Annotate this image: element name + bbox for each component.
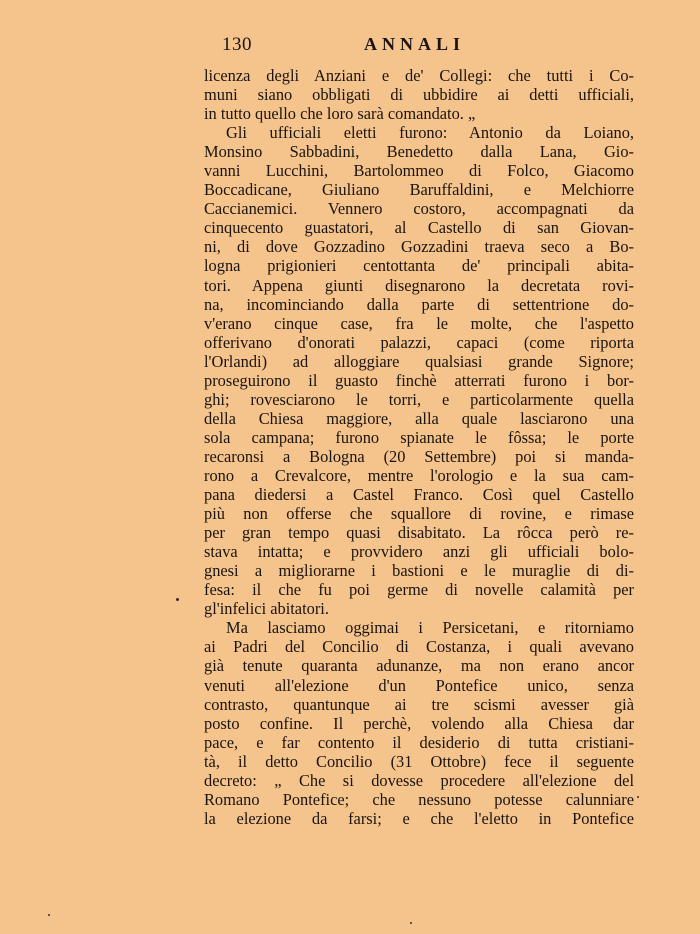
page-number: 130 (222, 34, 252, 55)
text-line: proseguirono il guasto finchè atterrati furono i bor- (204, 370, 634, 390)
text-line: l'Orlandi) ad alloggiare qualsiasi grande Signore; (204, 351, 634, 371)
text-line: offerivano d'onorati palazzi, capaci (come riporta (204, 332, 634, 352)
text-line: sola campana; furono spianate le fôssa; le porte (204, 427, 634, 447)
text-line: Boccadicane, Giuliano Baruffaldini, e Melchiorre (204, 180, 634, 200)
body-text (204, 66, 634, 828)
text-line: decreto: „ Che si dovesse procedere all'elezione del (204, 770, 634, 790)
text-line: cinquecento guastatori, al Castello di san Giovan- (204, 218, 634, 238)
text-line: venuti all'elezione d'un Pontefice unico, senza (204, 675, 634, 695)
text-line: pace, e far contento il desiderio di tutta cristiani- (204, 732, 634, 752)
text-line: ni, di dove Gozzadino Gozzadini traeva seco a Bo- (204, 237, 634, 257)
paragraph-start-line: Gli ufficiali eletti furono: Antonio da Loiano, (226, 123, 634, 143)
page-header (222, 34, 502, 58)
paper-speck (48, 914, 50, 916)
text-line: fesa: il che fu poi germe di novelle calamità per (204, 580, 634, 600)
text-line: stava intatta; e provvidero anzi gli ufficiali bolo- (204, 542, 634, 562)
text-line: muni siano obbligati di ubbidire ai detti ufficiali, (204, 85, 634, 105)
text-line: ai Padri del Concilio di Costanza, i quali avevano (204, 637, 634, 657)
text-line: tà, il detto Concilio (31 Ottobre) fece il seguente (204, 751, 634, 771)
text-line: Monsino Sabbadini, Benedetto dalla Lana, Gio- (204, 142, 634, 162)
paragraph-start-line: Ma lasciamo oggimai i Persicetani, e ritorniamo (226, 618, 634, 638)
text-line: in tutto quello che loro sarà comandato. „ (204, 104, 476, 124)
text-line: la elezione da farsi; e che l'eletto in Pontefice (204, 808, 634, 828)
text-line: licenza degli Anziani e de' Collegi: che tutti i Co- (204, 66, 634, 85)
text-line: vanni Lucchini, Bartolommeo di Folco, Giacomo (204, 161, 634, 181)
paper-speck (637, 796, 639, 798)
running-title: ANNALI (364, 34, 466, 54)
text-line: na, incominciando dalla parte di settentrione do- (204, 294, 634, 314)
paper-speck (410, 922, 412, 924)
text-line: per gran tempo quasi disabitato. La rôcca però re- (204, 523, 634, 543)
text-line: v'erano cinque case, fra le molte, che l'aspetto (204, 313, 634, 333)
text-line: contrasto, quantunque ai tre scismi avesser già (204, 694, 634, 714)
text-line: della Chiesa maggiore, alla quale lasciarono una (204, 408, 634, 428)
text-line: già tenute quaranta adunanze, ma non erano ancor (204, 656, 634, 676)
paper-speck (176, 598, 179, 601)
text-line: rono a Crevalcore, mentre l'orologio e la sua cam- (204, 465, 634, 485)
text-line: Romano Pontefice; che nessuno potesse calunniare (204, 789, 634, 809)
text-line: più non offerse che squallore di rovine, e rimase (204, 504, 634, 524)
text-line: recaronsi a Bologna (20 Settembre) poi si manda- (204, 446, 634, 466)
text-line: Caccianemici. Vennero costoro, accompagnati da (204, 199, 634, 219)
text-line: ghi; rovesciarono le torri, e particolarmente quella (204, 389, 634, 409)
text-line: tori. Appena giunti disegnarono la decretata rovi- (204, 275, 634, 295)
text-line: gl'infelici abitatori. (204, 599, 329, 619)
text-line: posto confine. Il perchè, volendo alla Chiesa dar (204, 713, 634, 733)
text-line: pana diedersi a Castel Franco. Così quel Castello (204, 485, 634, 505)
text-line: logna prigionieri centottanta de' principali abita- (204, 256, 634, 276)
text-line: gnesi a migliorarne i bastioni e le muraglie di di- (204, 561, 634, 581)
